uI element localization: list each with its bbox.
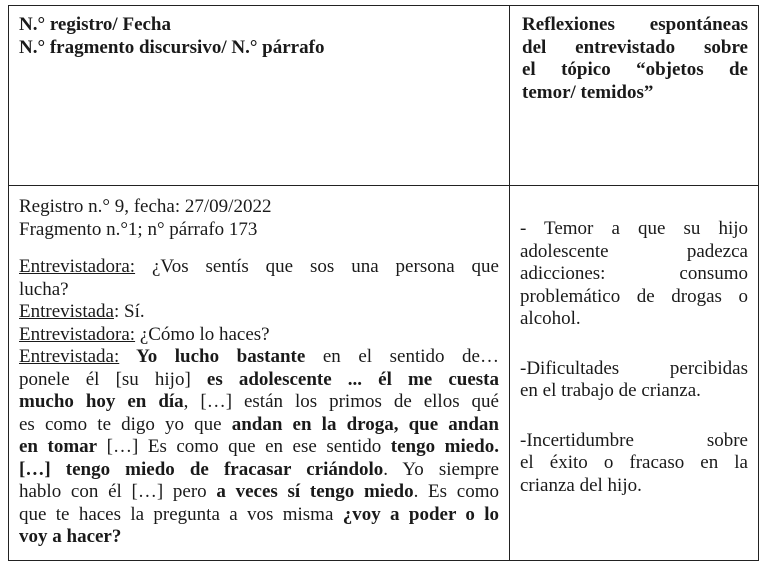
reflections-cell [510,186,760,497]
transcript-line [19,301,499,324]
speaker-label: Entrevistada [19,301,114,322]
transcript-text: ponele él [su hijo] [19,368,207,390]
reflection-line: problemático de drogas o [520,285,748,307]
emphasis-text: tengo miedo. [390,436,499,457]
emphasis-text: es adolescente ... él me cuesta [206,368,499,390]
fragmento-line: Fragmento n.°1; n° párrafo 173 [19,218,258,240]
emphasis-text: voy a hacer? [19,526,122,547]
reflection-line: el éxito o fracaso en la [520,452,748,473]
emphasis-text: andan en la droga, que andan [231,413,499,435]
speaker-label: Entrevistadora: [19,323,136,345]
header-right-line: del entrevistado sobre [522,36,748,58]
emphasis-text: mucho hoy en día [19,391,184,412]
transcript-text: hablo con él […] pero [19,481,217,502]
transcript-line [19,526,499,549]
transcript-line [19,324,499,347]
transcript-line [19,346,499,369]
emphasis-text: Yo lucho bastante [119,346,306,367]
reflection-line: en el trabajo de crianza. [520,380,701,401]
emphasis-text: en tomar [19,436,98,457]
emphasis-text: ¿voy a poder o lo [342,503,500,525]
transcript-text: ¿Vos sentís que sos una persona que [135,256,499,277]
transcript-line [19,391,499,414]
speaker-label: Entrevistadora: [19,256,136,277]
reflection-line: adicciones: consumo [520,263,748,284]
reflection-line: - Temor a que su hijo [520,218,748,239]
registro-line: Registro n.° 9, fecha: 27/09/2022 [19,196,272,217]
transcript-text: : Sí. [113,301,145,322]
reflection-line: -Dificultades percibidas [520,357,748,379]
transcript-text: […] Es como que en ese sentido [97,436,391,457]
emphasis-text: […] tengo miedo de fracasar criándolo [19,458,384,480]
header-right-line: el tópico “objetos de [522,59,748,80]
transcript-text: en el sentido de… [305,346,499,367]
reflection-line: crianza del hijo. [520,474,642,496]
header-left-cell [9,6,509,67]
header-fragmento-parrafo: N.° fragmento discursivo/ N.° párrafo [19,36,325,58]
transcript-line [19,481,499,504]
transcript-text: . Yo siempre [383,458,499,480]
transcript-text: es como te digo yo que [19,413,232,435]
transcript-text: , […] están los primos de ellos qué [183,391,499,412]
reflection-line: adolescente padezca [520,240,748,262]
transcript-line [19,414,499,437]
transcript-text: . Es como [413,481,499,502]
transcript-text: que te haces la pregunta a vos misma [19,503,343,525]
header-registro-fecha: N.° registro/ Fecha [19,14,171,35]
header-right-line: temor/ temidos” [522,81,654,103]
reflection-line: -Incertidumbre sobre [520,429,748,451]
header-right-line: Reflexiones espontáneas [522,14,748,35]
transcript-line [19,459,499,482]
spacer [19,241,499,256]
reflection-table [8,5,759,561]
transcript-line [19,256,499,279]
transcript-text: ¿Cómo lo haces? [135,323,270,345]
transcript-line [19,369,499,392]
transcript-cell [9,186,509,549]
transcript-line: lucha? [19,278,69,300]
spacer [520,331,748,358]
transcript-line [19,436,499,459]
emphasis-text: a veces sí tengo miedo [216,481,414,502]
reflection-line: alcohol. [520,308,581,329]
header-right-cell [510,6,760,104]
speaker-label: Entrevistada: [19,346,120,367]
transcript-line [19,504,499,527]
spacer [520,403,748,430]
